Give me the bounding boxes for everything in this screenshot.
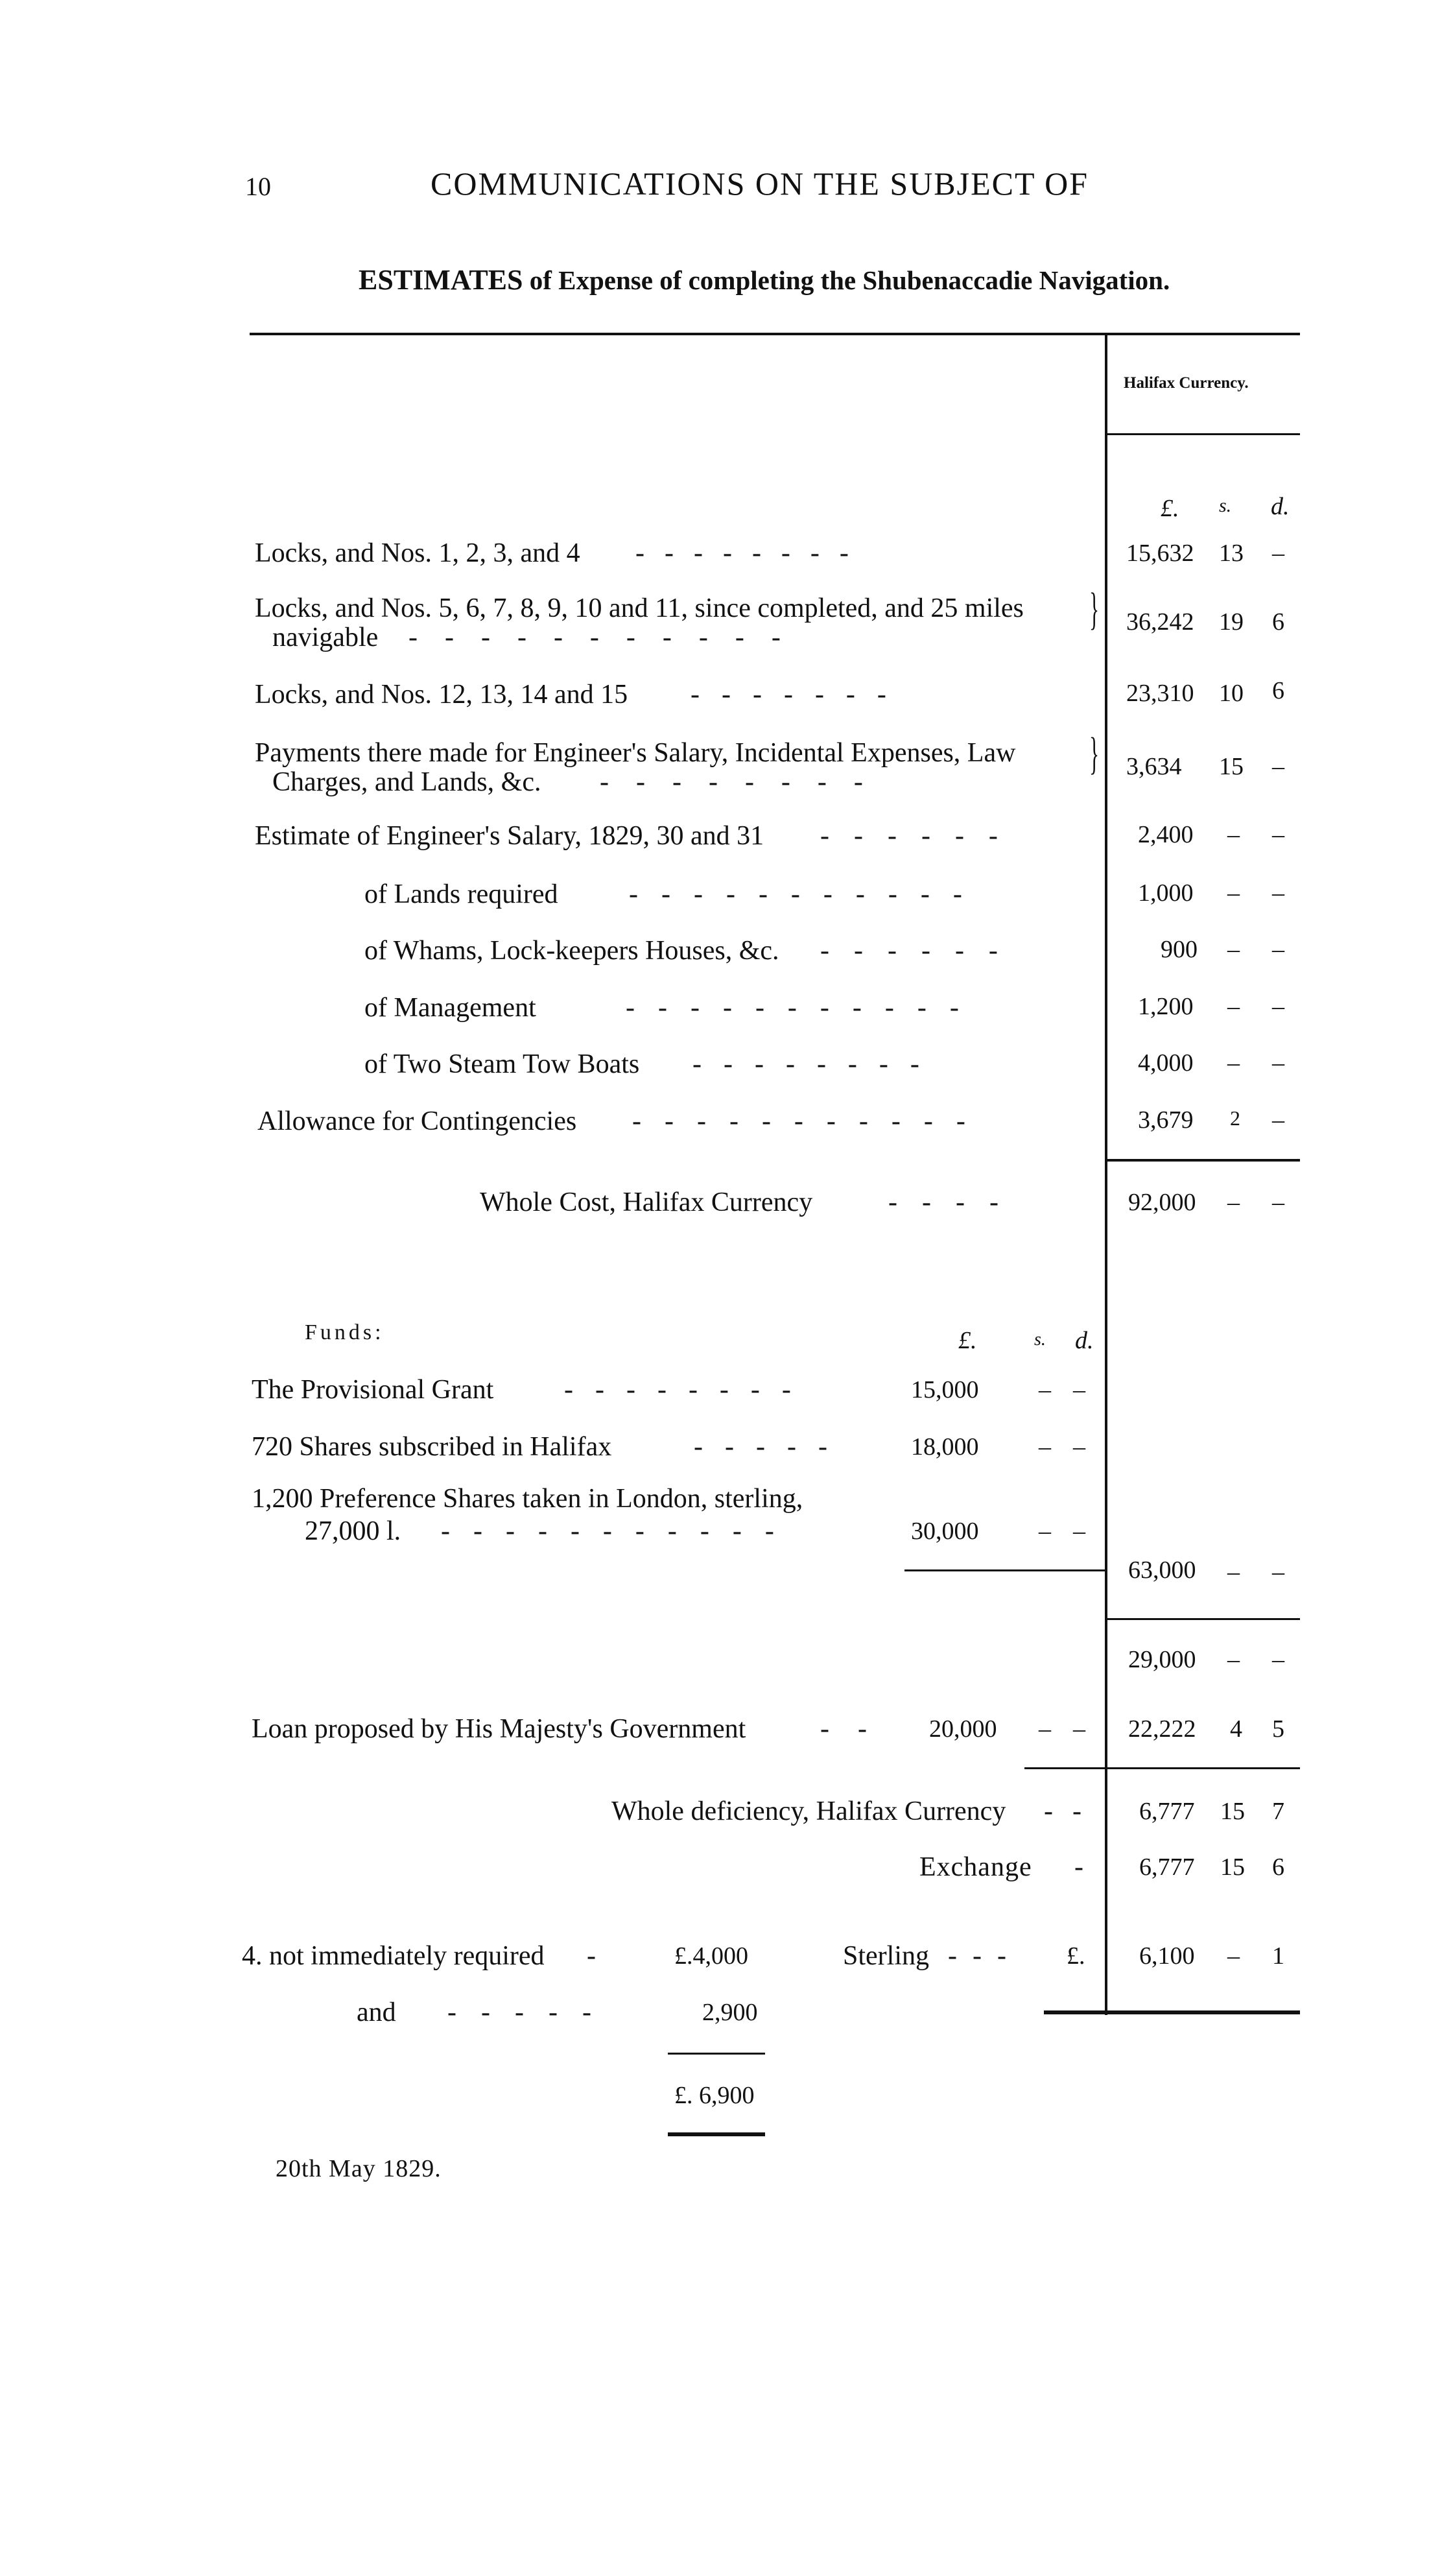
row-leaders: ----------- [632, 1106, 989, 1136]
subtotal-rule [1105, 1159, 1300, 1162]
row-label: of Whams, Lock-keepers Houses, &c. [364, 936, 779, 966]
header-pence: d. [1271, 493, 1290, 520]
header-shillings: s. [1219, 495, 1232, 516]
exchange-pence: 6 [1272, 1854, 1284, 1881]
row-pence: – [1272, 879, 1284, 907]
row-leaders: - [1074, 1852, 1083, 1882]
whole-cost-pounds: 92,000 [1128, 1189, 1196, 1216]
row-leaders: ------ [820, 821, 1022, 851]
row-leaders: -- [820, 1714, 895, 1744]
title-prefix: ESTIMATES [359, 264, 523, 296]
funds-sum-rule [904, 1569, 1105, 1571]
funds-pounds: 18,000 [911, 1433, 979, 1461]
row-pence: – [1272, 821, 1284, 848]
note-total-rule [668, 2132, 765, 2136]
row-pence: 6 [1272, 608, 1284, 636]
row-label-line2: Charges, and Lands, &c. [272, 767, 541, 797]
row-pence: – [1272, 936, 1284, 963]
exchange-label: Exchange [919, 1852, 1032, 1882]
row-label-line1: Payments there made for Engineer's Salary, Incidental Expenses, Law [255, 738, 1016, 768]
row-pence: – [1272, 753, 1284, 780]
currency-header: Halifax Currency. [1124, 374, 1249, 392]
row-pounds: 23,310 [1126, 680, 1194, 707]
funds-total-shillings: – [1227, 1558, 1240, 1586]
exchange-pounds: 6,777 [1139, 1854, 1195, 1881]
page-number: 10 [245, 172, 271, 201]
row-shillings: 2 [1230, 1106, 1240, 1130]
row-pence: – [1272, 1106, 1284, 1134]
row-leaders: -------- [600, 767, 890, 797]
row-leaders: ------ [820, 936, 1022, 966]
funds-header-shillings: s. [1034, 1330, 1046, 1350]
running-head: COMMUNICATIONS ON THE SUBJECT OF [431, 165, 1089, 202]
row-shillings: – [1227, 936, 1240, 963]
row-pounds: 3,679 [1138, 1106, 1194, 1134]
currency-header-rule [1105, 433, 1300, 435]
loan-left-pounds: 20,000 [929, 1715, 997, 1743]
note-amount: £.4,000 [674, 1942, 748, 1970]
row-label: Allowance for Contingencies [257, 1106, 577, 1136]
row-label: Estimate of Engineer's Salary, 1829, 30 and 31 [255, 821, 764, 851]
funds-label-line2: 27,000 l. [305, 1516, 401, 1546]
loan-left-pence: – [1073, 1715, 1085, 1743]
row-pounds: 2,400 [1138, 821, 1194, 848]
row-label-line1: Locks, and Nos. 5, 6, 7, 8, 9, 10 and 11, since completed, and 25 miles [255, 593, 1024, 623]
final-double-rule [1044, 2010, 1300, 2014]
row-label-line2: navigable [272, 623, 379, 652]
deficiency-label: Whole deficiency, Halifax Currency [611, 1796, 1006, 1826]
note-and-amount: 2,900 [702, 1999, 758, 2026]
row-shillings: 15 [1219, 753, 1244, 780]
funds-pounds: 15,000 [911, 1376, 979, 1403]
row-pounds: 900 [1161, 936, 1198, 963]
row-shillings: – [1227, 993, 1240, 1020]
sterling-currency-mark: £. [1067, 1942, 1085, 1970]
funds-shillings: – [1039, 1433, 1051, 1461]
row-label: of Management [364, 993, 536, 1023]
whole-cost-label: Whole Cost, Halifax Currency [480, 1187, 813, 1217]
balance-pence: – [1272, 1646, 1284, 1673]
funds-total-pence: – [1272, 1558, 1284, 1586]
balance-shillings: – [1227, 1646, 1240, 1673]
row-shillings: – [1227, 821, 1240, 848]
whole-cost-pence: – [1272, 1189, 1284, 1216]
row-pounds: 3,634 [1126, 753, 1182, 780]
loan-pence: 5 [1272, 1715, 1284, 1743]
table-column-divider [1105, 334, 1107, 2015]
note-label: 4. not immediately required [242, 1941, 545, 1971]
deficiency-pounds: 6,777 [1139, 1798, 1195, 1825]
row-brace: } [1089, 729, 1100, 779]
funds-shillings: – [1039, 1376, 1051, 1403]
row-label: Locks, and Nos. 12, 13, 14 and 15 [255, 680, 628, 710]
row-leaders: ----------- [408, 623, 808, 652]
row-shillings: 19 [1219, 608, 1244, 636]
balance-rule [1105, 1618, 1300, 1620]
row-leaders: --- [948, 1941, 1022, 1971]
row-leaders: -- [1044, 1796, 1101, 1826]
funds-label-line1: 1,200 Preference Shares taken in London, sterling, [252, 1484, 803, 1514]
row-pence: – [1272, 1049, 1284, 1077]
loan-label: Loan proposed by His Majesty's Government [252, 1714, 746, 1744]
funds-shillings: – [1039, 1518, 1051, 1545]
row-label: of Lands required [364, 879, 558, 909]
row-pounds: 1,200 [1138, 993, 1194, 1020]
row-leaders: ------- [691, 680, 908, 710]
loan-pounds: 22,222 [1128, 1715, 1196, 1743]
funds-heading: Funds: [305, 1320, 384, 1344]
funds-pence: – [1073, 1518, 1085, 1545]
note-and-label: and [357, 1998, 396, 2027]
exchange-shillings: 15 [1220, 1854, 1245, 1881]
funds-label: The Provisional Grant [252, 1375, 494, 1405]
funds-pounds: 30,000 [911, 1518, 979, 1545]
funds-pence: – [1073, 1433, 1085, 1461]
row-shillings: 13 [1219, 540, 1244, 567]
table-title [359, 266, 1170, 294]
sterling-shillings: – [1227, 1942, 1240, 1970]
title-rest: of Expense of completing the Shubenaccadie Navigation. [529, 265, 1170, 295]
table-top-rule [250, 333, 1300, 335]
row-shillings: 10 [1219, 680, 1244, 707]
row-leaders: ----- [447, 1998, 616, 2027]
loan-shillings: 4 [1230, 1715, 1242, 1743]
funds-total-pounds: 63,000 [1128, 1556, 1196, 1584]
row-pence: – [1272, 993, 1284, 1020]
row-leaders: -------- [635, 538, 869, 568]
sterling-pence: 1 [1272, 1942, 1284, 1970]
row-leaders: -------- [692, 1049, 941, 1079]
row-pence: – [1272, 540, 1284, 567]
funds-label: 720 Shares subscribed in Halifax [252, 1432, 612, 1462]
row-label: of Two Steam Tow Boats [364, 1049, 640, 1079]
header-pounds: £. [1161, 495, 1179, 522]
deficiency-rule [1024, 1767, 1300, 1769]
row-pounds: 1,000 [1138, 879, 1194, 907]
row-leaders: ----------- [626, 993, 982, 1023]
row-shillings: – [1227, 1049, 1240, 1077]
row-leaders: ----------- [441, 1516, 797, 1546]
row-leaders: ----- [694, 1432, 849, 1462]
row-leaders: ----------- [629, 879, 986, 909]
note-sum-rule [668, 2053, 765, 2055]
balance-pounds: 29,000 [1128, 1646, 1196, 1673]
loan-left-shillings: – [1039, 1715, 1051, 1743]
row-leaders: -------- [564, 1375, 813, 1405]
date-line: 20th May 1829. [276, 2155, 442, 2182]
row-pounds: 4,000 [1138, 1049, 1194, 1077]
funds-header-pounds: £. [958, 1327, 977, 1354]
row-pence: 6 [1272, 677, 1284, 704]
row-brace: } [1089, 584, 1100, 634]
whole-cost-shillings: – [1227, 1189, 1240, 1216]
deficiency-pence: 7 [1272, 1798, 1284, 1825]
note-total: £. 6,900 [674, 2082, 755, 2109]
row-shillings: – [1227, 879, 1240, 907]
funds-pence: – [1073, 1376, 1085, 1403]
row-leaders: ---- [888, 1187, 1023, 1217]
deficiency-shillings: 15 [1220, 1798, 1245, 1825]
row-pounds: 36,242 [1126, 608, 1194, 636]
funds-header-pence: d. [1075, 1327, 1094, 1354]
row-leaders: - [587, 1941, 596, 1971]
sterling-label: Sterling [843, 1941, 929, 1971]
row-pounds: 15,632 [1126, 540, 1194, 567]
sterling-pounds: 6,100 [1139, 1942, 1195, 1970]
row-label: Locks, and Nos. 1, 2, 3, and 4 [255, 538, 580, 568]
